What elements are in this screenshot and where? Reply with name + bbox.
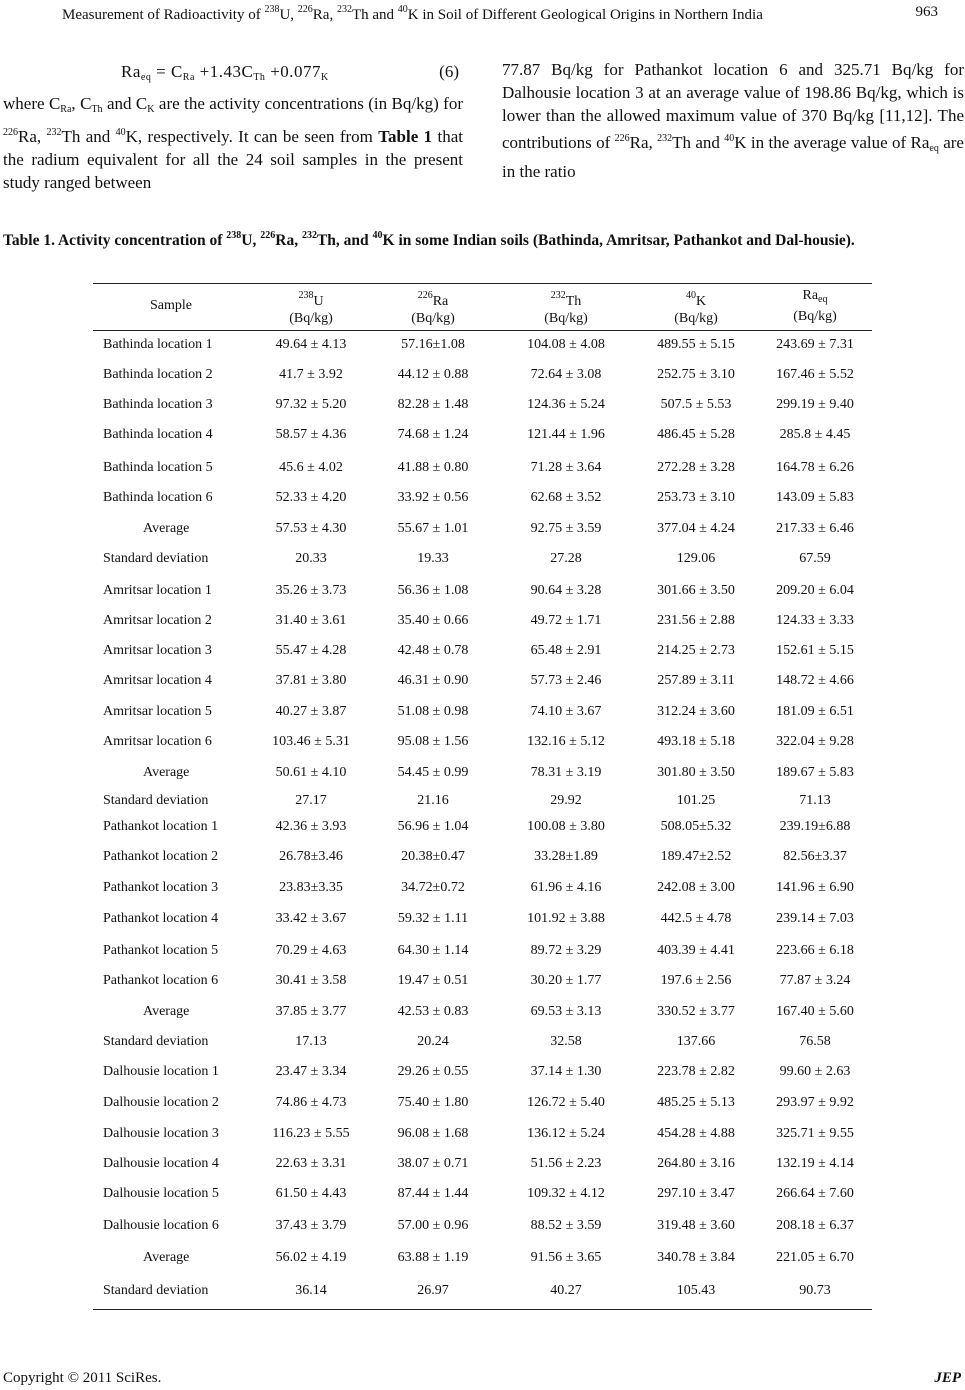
table-cell: 42.48 ± 0.78 xyxy=(397,643,469,658)
table-row xyxy=(93,367,872,387)
table-cell: 486.45 ± 5.28 xyxy=(657,427,735,442)
copyright-text: Copyright © 2011 SciRes. xyxy=(3,1370,162,1386)
row-label: Amritsar location 1 xyxy=(103,583,212,598)
table-cell: 109.32 ± 4.12 xyxy=(527,1186,605,1201)
table-cell: 45.6 ± 4.02 xyxy=(279,460,343,475)
header-ra226: $^{226}$Ra (Bq/kg) xyxy=(411,290,455,326)
table-cell: 20.24 xyxy=(417,1034,449,1049)
journal-abbrev: JEP xyxy=(934,1370,961,1386)
table-cell: 100.08 ± 3.80 xyxy=(527,819,605,834)
row-label: Dalhousie location 4 xyxy=(103,1156,219,1171)
table-cell: 223.78 ± 2.82 xyxy=(657,1064,735,1079)
table-cell: 57.53 ± 4.30 xyxy=(275,521,347,536)
table-cell: 36.14 xyxy=(295,1283,327,1298)
row-label: Dalhousie location 2 xyxy=(103,1095,219,1110)
table-cell: 67.59 xyxy=(799,551,831,566)
table-cell: 56.02 ± 4.19 xyxy=(275,1250,347,1265)
row-label: Bathinda location 6 xyxy=(103,490,213,505)
table-cell: 252.75 ± 3.10 xyxy=(657,367,735,382)
table-cell: 82.56±3.37 xyxy=(783,849,847,864)
table-cell: 214.25 ± 2.73 xyxy=(657,643,735,658)
table-cell: 22.63 ± 3.31 xyxy=(275,1156,347,1171)
table-cell: 90.64 ± 3.28 xyxy=(530,583,602,598)
table-row xyxy=(93,793,872,813)
table-cell: 23.47 ± 3.34 xyxy=(275,1064,347,1079)
table-cell: 56.36 ± 1.08 xyxy=(397,583,469,598)
table-cell: 40.27 ± 3.87 xyxy=(275,704,347,719)
table-cell: 44.12 ± 0.88 xyxy=(397,367,469,382)
row-label: Bathinda location 1 xyxy=(103,337,213,352)
table-cell: 217.33 ± 6.46 xyxy=(776,521,854,536)
table-cell: 137.66 xyxy=(676,1034,716,1049)
table-cell: 65.48 ± 2.91 xyxy=(530,643,602,658)
table-row xyxy=(93,643,872,663)
table-cell: 35.26 ± 3.73 xyxy=(275,583,347,598)
table-cell: 95.08 ± 1.56 xyxy=(397,734,469,749)
table-row xyxy=(93,880,872,900)
table-cell: 31.40 ± 3.61 xyxy=(275,613,347,628)
table-cell: 253.73 ± 3.10 xyxy=(657,490,735,505)
table-cell: 59.32 ± 1.11 xyxy=(397,911,469,926)
row-label: Standard deviation xyxy=(103,1034,209,1049)
table-cell: 75.40 ± 1.80 xyxy=(397,1095,469,1110)
table-cell: 152.61 ± 5.15 xyxy=(776,643,854,658)
table-caption: Table 1. Activity concentration of $^{238}$U, $^{226}$Ra, $^{232}$Th, and $^{40}$K in some Indian soils (Bathinda, Amritsar, Pathankot and Dal-housie). xyxy=(3,230,855,249)
table-cell: 89.72 ± 3.29 xyxy=(530,943,602,958)
table-row xyxy=(93,1283,872,1303)
table-row xyxy=(93,427,872,447)
table-row xyxy=(93,973,872,993)
table-cell: 377.04 ± 4.24 xyxy=(657,521,735,536)
table-cell: 141.96 ± 6.90 xyxy=(776,880,854,895)
table-cell: 40.27 xyxy=(550,1283,582,1298)
table-cell: 37.43 ± 3.79 xyxy=(275,1218,347,1233)
row-label: Standard deviation xyxy=(103,793,209,808)
table-cell: 33.92 ± 0.56 xyxy=(397,490,469,505)
table-cell: 33.28±1.89 xyxy=(534,849,598,864)
table-cell: 71.13 xyxy=(799,793,831,808)
table-cell: 285.8 ± 4.45 xyxy=(779,427,851,442)
table-cell: 92.75 ± 3.59 xyxy=(530,521,602,536)
table-cell: 489.55 ± 5.15 xyxy=(657,337,735,352)
table-cell: 41.88 ± 0.80 xyxy=(397,460,469,475)
table-cell: 264.80 ± 3.16 xyxy=(657,1156,735,1171)
table-cell: 33.42 ± 3.67 xyxy=(275,911,347,926)
table-cell: 90.73 xyxy=(799,1283,831,1298)
table-row xyxy=(93,1156,872,1176)
table-cell: 297.10 ± 3.47 xyxy=(657,1186,735,1201)
body-paragraph-right: 77.87 Bq/kg for Pathankot location 6 and 325.71 Bq/kg for Dalhousie location 3 at an average value of 198.86 Bq/kg, which is lower than the allowed maximum value of 370 Bq/kg [11,12]. The contributions of $^{226}$Ra, $^{232}$Th and $^{40}$K in the average value of $Ra_{eq}$ are in the ratio xyxy=(502,60,964,181)
row-label: Pathankot location 6 xyxy=(103,973,219,988)
table-bottom-rule xyxy=(93,1309,872,1310)
table-cell: 34.72±0.72 xyxy=(401,880,465,895)
table-cell: 49.72 ± 1.71 xyxy=(530,613,602,628)
table-cell: 197.6 ± 2.56 xyxy=(660,973,732,988)
row-label: Amritsar location 3 xyxy=(103,643,212,658)
table-cell: 97.32 ± 5.20 xyxy=(275,397,347,412)
header-u238: $^{238}$U (Bq/kg) xyxy=(289,290,333,326)
table-cell: 82.28 ± 1.48 xyxy=(397,397,469,412)
table-cell: 493.18 ± 5.18 xyxy=(657,734,735,749)
table-cell: 136.12 ± 5.24 xyxy=(527,1126,605,1141)
table-cell: 126.72 ± 5.40 xyxy=(527,1095,605,1110)
table-cell: 507.5 ± 5.53 xyxy=(660,397,732,412)
table-row xyxy=(93,911,872,931)
header-sample: Sample xyxy=(150,298,192,313)
table-cell: 26.78±3.46 xyxy=(279,849,343,864)
table-cell: 242.08 ± 3.00 xyxy=(657,880,735,895)
table-cell: 167.46 ± 5.52 xyxy=(776,367,854,382)
table-cell: 57.00 ± 0.96 xyxy=(397,1218,469,1233)
table-cell: 55.47 ± 4.28 xyxy=(275,643,347,658)
row-label: Average xyxy=(143,521,190,536)
table-row xyxy=(93,1126,872,1146)
table-cell: 312.24 ± 3.60 xyxy=(657,704,735,719)
row-label: Average xyxy=(143,765,190,780)
table-cell: 55.67 ± 1.01 xyxy=(397,521,469,536)
row-label: Bathinda location 3 xyxy=(103,397,213,412)
row-label: Pathankot location 2 xyxy=(103,849,219,864)
table-cell: 143.09 ± 5.83 xyxy=(776,490,854,505)
table-reference[interactable]: Table 1 xyxy=(378,127,433,146)
table-cell: 272.28 ± 3.28 xyxy=(657,460,735,475)
table-cell: 42.53 ± 0.83 xyxy=(397,1004,469,1019)
table-cell: 70.29 ± 4.63 xyxy=(275,943,347,958)
header-k40: $^{40}$K (Bq/kg) xyxy=(674,290,718,326)
equation-6 xyxy=(3,58,463,88)
table-cell: 485.25 ± 5.13 xyxy=(657,1095,735,1110)
table-header-rule xyxy=(93,330,872,331)
table-row xyxy=(93,1095,872,1115)
table-cell: 239.19±6.88 xyxy=(779,819,851,834)
table-cell: 124.36 ± 5.24 xyxy=(527,397,605,412)
table-cell: 208.18 ± 6.37 xyxy=(776,1218,854,1233)
table-cell: 21.16 xyxy=(417,793,449,808)
table-cell: 54.45 ± 0.99 xyxy=(397,765,469,780)
table-cell: 42.36 ± 3.93 xyxy=(275,819,347,834)
table-cell: 57.73 ± 2.46 xyxy=(530,673,602,688)
table-cell: 116.23 ± 5.55 xyxy=(272,1126,350,1141)
table-cell: 72.64 ± 3.08 xyxy=(530,367,602,382)
table-cell: 49.64 ± 4.13 xyxy=(275,337,347,352)
table-cell: 101.25 xyxy=(676,793,716,808)
table-cell: 30.20 ± 1.77 xyxy=(530,973,602,988)
table-cell: 32.58 xyxy=(550,1034,582,1049)
table-row xyxy=(93,521,872,541)
table-cell: 301.80 ± 3.50 xyxy=(657,765,735,780)
table-cell: 26.97 xyxy=(417,1283,449,1298)
table-cell: 330.52 ± 3.77 xyxy=(657,1004,735,1019)
row-label: Dalhousie location 3 xyxy=(103,1126,219,1141)
table-cell: 29.26 ± 0.55 xyxy=(397,1064,469,1079)
table-cell: 231.56 ± 2.88 xyxy=(657,613,735,628)
row-label: Pathankot location 1 xyxy=(103,819,219,834)
row-label: Standard deviation xyxy=(103,551,209,566)
table-cell: 19.47 ± 0.51 xyxy=(397,973,469,988)
table-cell: 266.64 ± 7.60 xyxy=(776,1186,854,1201)
table-cell: 17.13 xyxy=(295,1034,327,1049)
table-cell: 239.14 ± 7.03 xyxy=(776,911,854,926)
table-row xyxy=(93,460,872,480)
table-cell: 37.85 ± 3.77 xyxy=(275,1004,347,1019)
table-cell: 46.31 ± 0.90 xyxy=(397,673,469,688)
table-top-rule xyxy=(93,283,872,284)
table-cell: 62.68 ± 3.52 xyxy=(530,490,602,505)
table-cell: 103.46 ± 5.31 xyxy=(272,734,350,749)
table-cell: 37.81 ± 3.80 xyxy=(275,673,347,688)
table-cell: 105.43 xyxy=(676,1283,716,1298)
table-cell: 20.33 xyxy=(295,551,327,566)
row-label: Pathankot location 4 xyxy=(103,911,219,926)
table-cell: 19.33 xyxy=(417,551,449,566)
row-label: Pathankot location 5 xyxy=(103,943,219,958)
table-cell: 35.40 ± 0.66 xyxy=(397,613,469,628)
table-row xyxy=(93,734,872,754)
table-row xyxy=(93,673,872,693)
table-cell: 37.14 ± 1.30 xyxy=(530,1064,602,1079)
table-cell: 87.44 ± 1.44 xyxy=(397,1186,469,1201)
table-cell: 50.61 ± 4.10 xyxy=(275,765,347,780)
page-number: 963 xyxy=(915,4,938,20)
table-cell: 181.09 ± 6.51 xyxy=(776,704,854,719)
table-cell: 221.05 ± 6.70 xyxy=(776,1250,854,1265)
table-row xyxy=(93,765,872,785)
table-cell: 96.08 ± 1.68 xyxy=(397,1126,469,1141)
table-cell: 132.16 ± 5.12 xyxy=(527,734,605,749)
table-cell: 99.60 ± 2.63 xyxy=(779,1064,851,1079)
table-cell: 41.7 ± 3.92 xyxy=(279,367,343,382)
table-cell: 61.50 ± 4.43 xyxy=(275,1186,347,1201)
row-label: Dalhousie location 6 xyxy=(103,1218,219,1233)
table-cell: 71.28 ± 3.64 xyxy=(530,460,602,475)
row-label: Amritsar location 6 xyxy=(103,734,212,749)
table-cell: 27.28 xyxy=(550,551,582,566)
table-cell: 30.41 ± 3.58 xyxy=(275,973,347,988)
table-row xyxy=(93,1064,872,1084)
table-row xyxy=(93,551,872,571)
table-cell: 167.40 ± 5.60 xyxy=(776,1004,854,1019)
table-cell: 91.56 ± 3.65 xyxy=(530,1250,602,1265)
table-cell: 104.08 ± 4.08 xyxy=(527,337,605,352)
table-cell: 74.86 ± 4.73 xyxy=(275,1095,347,1110)
row-label: Bathinda location 2 xyxy=(103,367,213,382)
table-row xyxy=(93,1004,872,1024)
table-cell: 340.78 ± 3.84 xyxy=(657,1250,735,1265)
table-cell: 88.52 ± 3.59 xyxy=(530,1218,602,1233)
row-label: Dalhousie location 5 xyxy=(103,1186,219,1201)
row-label: Average xyxy=(143,1004,190,1019)
header-raeq: $Ra_{eq}$ (Bq/kg) xyxy=(793,288,837,324)
running-title: Measurement of Radioactivity of $^{238}$U, $^{226}$Ra, $^{232}$Th and $^{40}$K in Soil of Different Geological Origins in Northern India xyxy=(62,4,763,23)
table-cell: 325.71 ± 9.55 xyxy=(776,1126,854,1141)
row-label: Bathinda location 4 xyxy=(103,427,213,442)
table-cell: 293.97 ± 9.92 xyxy=(776,1095,854,1110)
table-row xyxy=(93,1034,872,1054)
table-cell: 124.33 ± 3.33 xyxy=(776,613,854,628)
table-cell: 189.67 ± 5.83 xyxy=(776,765,854,780)
body-paragraph-left: where $C_{Ra}$, $C_{Th}$ and $C_K$ are the activity concentrations (in Bq/kg) for $^{226}$Ra, $^{232}$Th and $^{40}$K, respectively. It can be seen from Table 1 that the radium equivalent for all the 24 soil samples in the present study ranged between xyxy=(3,94,464,192)
table-cell: 78.31 ± 3.19 xyxy=(530,765,602,780)
table-cell: 63.88 ± 1.19 xyxy=(397,1250,469,1265)
table-cell: 38.07 ± 0.71 xyxy=(397,1156,469,1171)
table-cell: 27.17 xyxy=(295,793,327,808)
page-footer xyxy=(3,1370,963,1387)
table-cell: 132.19 ± 4.14 xyxy=(776,1156,854,1171)
equation-number: (6) xyxy=(439,62,459,81)
table-row xyxy=(93,849,872,869)
table-row xyxy=(93,613,872,633)
table-row xyxy=(93,704,872,724)
table-cell: 148.72 ± 4.66 xyxy=(776,673,854,688)
table-cell: 77.87 ± 3.24 xyxy=(779,973,851,988)
row-label: Amritsar location 2 xyxy=(103,613,212,628)
table-cell: 209.20 ± 6.04 xyxy=(776,583,854,598)
table-cell: 121.44 ± 1.96 xyxy=(527,427,605,442)
table-row xyxy=(93,943,872,963)
table-cell: 29.92 xyxy=(550,793,582,808)
table-row xyxy=(93,1218,872,1238)
left-column xyxy=(3,58,463,194)
table-row xyxy=(93,1250,872,1270)
table-cell: 51.56 ± 2.23 xyxy=(530,1156,602,1171)
table-cell: 23.83±3.35 xyxy=(279,880,343,895)
table-cell: 508.05±5.32 xyxy=(660,819,732,834)
table-cell: 101.92 ± 3.88 xyxy=(527,911,605,926)
table-row xyxy=(93,397,872,417)
table-cell: 442.5 ± 4.78 xyxy=(660,911,732,926)
table-row xyxy=(93,583,872,603)
table-cell: 76.58 xyxy=(799,1034,831,1049)
table-row xyxy=(93,337,872,357)
row-label: Amritsar location 4 xyxy=(103,673,212,688)
table-cell: 243.69 ± 7.31 xyxy=(776,337,854,352)
table-cell: 129.06 xyxy=(676,551,716,566)
table-cell: 189.47±2.52 xyxy=(660,849,732,864)
table-cell: 51.08 ± 0.98 xyxy=(397,704,469,719)
right-column xyxy=(502,58,964,183)
table-cell: 56.96 ± 1.04 xyxy=(397,819,469,834)
header-th232: $^{232}$Th (Bq/kg) xyxy=(544,290,588,326)
table-cell: 74.10 ± 3.67 xyxy=(530,704,602,719)
table-cell: 403.39 ± 4.41 xyxy=(657,943,735,958)
table-row xyxy=(93,819,872,839)
row-label: Bathinda location 5 xyxy=(103,460,213,475)
table-cell: 58.57 ± 4.36 xyxy=(275,427,347,442)
table-row xyxy=(93,490,872,510)
row-label: Dalhousie location 1 xyxy=(103,1064,219,1079)
table-cell: 61.96 ± 4.16 xyxy=(530,880,602,895)
table-cell: 57.16±1.08 xyxy=(401,337,465,352)
table-cell: 319.48 ± 3.60 xyxy=(657,1218,735,1233)
table-row xyxy=(93,1186,872,1206)
table-cell: 52.33 ± 4.20 xyxy=(275,490,347,505)
table-cell: 223.66 ± 6.18 xyxy=(776,943,854,958)
table-cell: 301.66 ± 3.50 xyxy=(657,583,735,598)
table-cell: 454.28 ± 4.88 xyxy=(657,1126,735,1141)
table-cell: 164.78 ± 6.26 xyxy=(776,460,854,475)
table-cell: 322.04 ± 9.28 xyxy=(776,734,854,749)
row-label: Pathankot location 3 xyxy=(103,880,219,895)
table-cell: 20.38±0.47 xyxy=(401,849,465,864)
table-cell: 257.89 ± 3.11 xyxy=(657,673,735,688)
table-cell: 299.19 ± 9.40 xyxy=(776,397,854,412)
row-label: Average xyxy=(143,1250,190,1265)
equation-body: $Ra_{eq} = C_{Ra} +1.43C_{Th} +0.077_K$ xyxy=(121,62,329,83)
table-cell: 69.53 ± 3.13 xyxy=(530,1004,602,1019)
row-label: Amritsar location 5 xyxy=(103,704,212,719)
table-cell: 74.68 ± 1.24 xyxy=(397,427,469,442)
table-cell: 64.30 ± 1.14 xyxy=(397,943,469,958)
row-label: Standard deviation xyxy=(103,1283,209,1298)
